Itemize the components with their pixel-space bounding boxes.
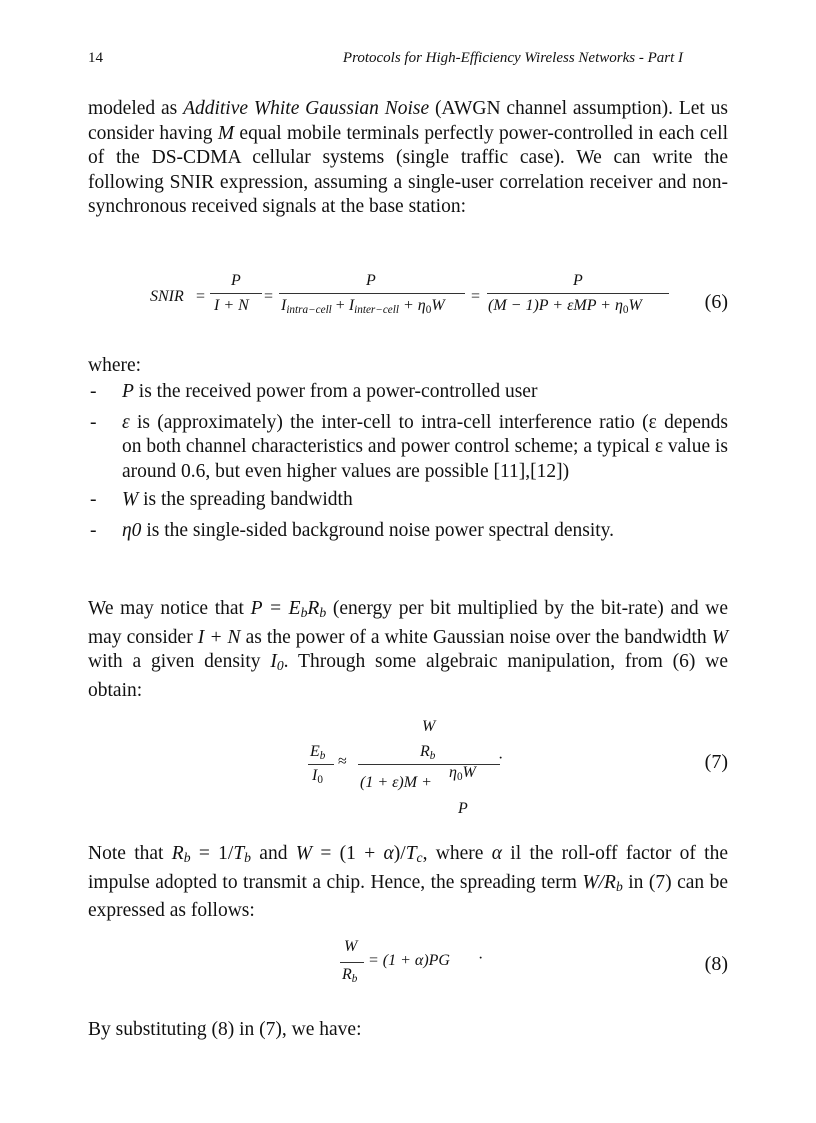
paragraph-intro: modeled as Additive White Gaussian Noise (AWGN channel assumption). Let us consider having M equal mobile terminals perfectly power-controlled in each cell of the DS-CDMA cellular systems (single traffic case). We can write the following SNIR expression, assuming a single-user correlation receiver and non-synchronous received signals at the base station: <box>88 98 729 217</box>
equation-number-6: (6) <box>704 291 728 313</box>
equation-7: W $E_b$ $I_0$ ≈ $R_b$ (1 + ε)M + $\eta_0W$ P · (7) <box>310 718 728 817</box>
list-item: - P is the received power from a power-controlled user <box>90 381 538 402</box>
paragraph-energy: We may notice that $P = E_bR_b$ (energy per bit multiplied by the bit-rate) and we may consider I + N as the power of a white Gaussian noise over the bandwidth W with a given density $I_0$. Through some algebraic manipulation, from (6) we obtain: <box>88 598 728 701</box>
equation-8: W $R_b$ = (1 + α)PG · (8) <box>342 938 728 985</box>
list-item: - W is the spreading bandwidth <box>90 489 353 510</box>
running-title: Protocols for High-Efficiency Wireless Networks - Part I <box>342 50 683 66</box>
page-number: 14 <box>88 50 103 66</box>
paragraph-rolloff: Note that $R_b = 1/T_b$ and $W = (1 + \alpha)/T_c$, where α il the roll-off factor of the impulse adopted to transmit a chip. Hence, the spreading term $W/R_b$ in (7) can be expressed as follows: <box>88 843 729 921</box>
where-label: where: <box>88 355 142 376</box>
equation-6: SNIR = P I + N = P $I_{intra-cell} + I_{inter-cell} + \eta_0W$ = P $(M - 1)P + \varepsilon MP + \eta_0W$ (6) <box>150 272 728 316</box>
list-item: - η0 is the single-sided background noise power spectral density. <box>90 519 615 541</box>
equation-number-8: (8) <box>704 953 728 975</box>
paragraph-substitution: By substituting (8) in (7), we have: <box>88 1019 362 1040</box>
equation-number-7: (7) <box>704 751 728 773</box>
list-item: - ε is (approximately) the inter-cell to intra-cell interference ratio (ε depends on both channel characteristics and power control scheme; a typical ε value is around 0.6, but even higher values are possible [11],[12]) <box>90 411 728 482</box>
definition-list <box>88 380 728 549</box>
